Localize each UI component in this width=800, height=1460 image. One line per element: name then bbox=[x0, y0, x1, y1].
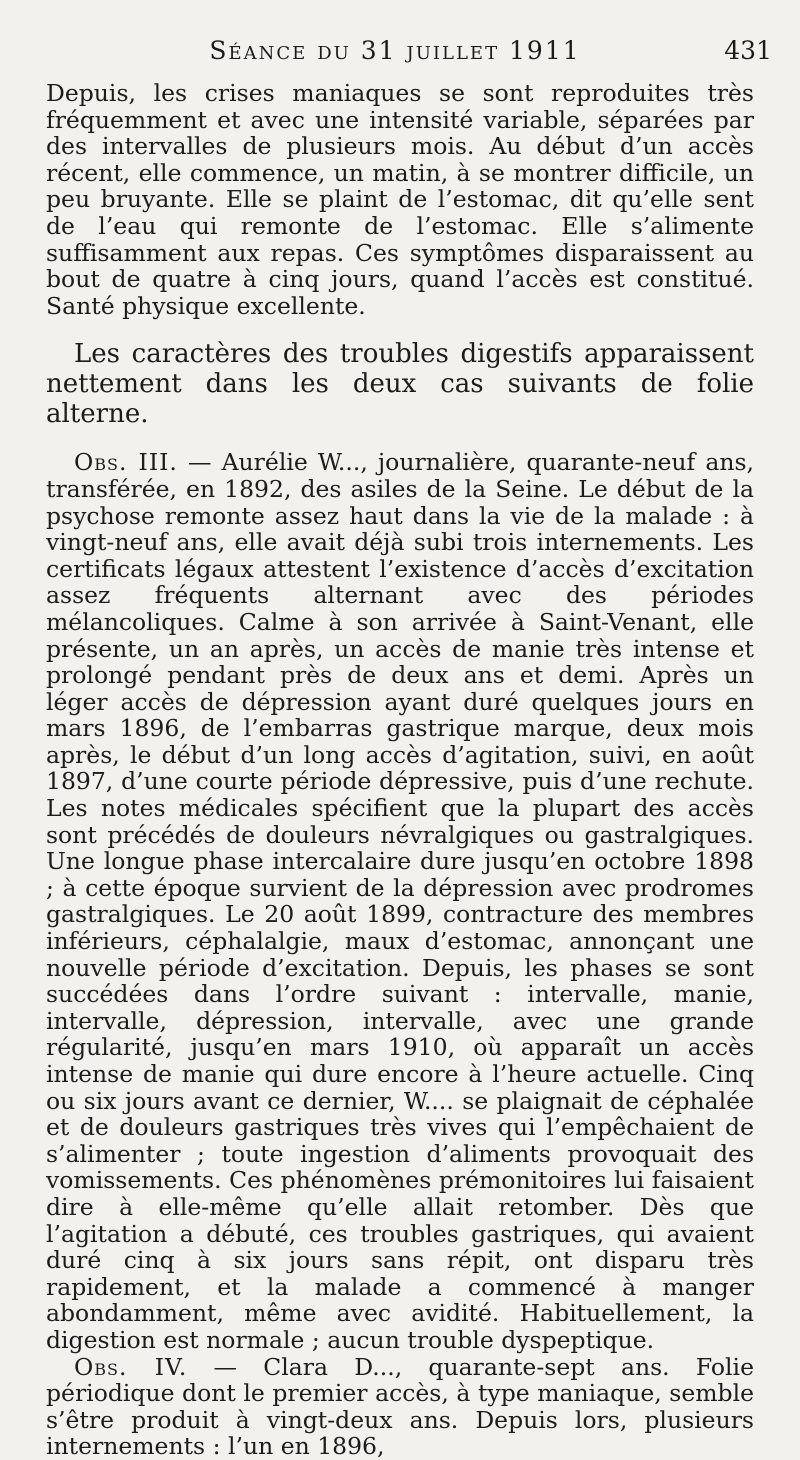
running-title: Séance du 31 juillet 1911 bbox=[209, 36, 581, 65]
paragraph-intro: Depuis, les crises maniaques se sont reproduites très fréquemment et avec une intensité variable, séparées par des intervalles de plusieurs mois. Au début d’un accès récent, elle commence, un matin, à se montrer difficile, un peu bruyante. Elle se plaint de l’estomac, dit qu’elle sent de l’eau qui remonte de l’estomac. Elle s’alimente suffisamment aux repas. Ces symptômes disparaissent au bout de quatre à cinq jours, quand l’accès est constitué. Santé physique excellente. bbox=[46, 79, 754, 320]
observation-4 bbox=[46, 1354, 754, 1460]
body-text bbox=[46, 80, 754, 1460]
observation-4-label: Obs. IV. bbox=[74, 1352, 188, 1381]
observation-3-text: — Aurélie W..., journalière, quarante-neuf ans, transférée, en 1892, des asiles de la Seine. Le début de la psychose remonte assez haut dans la vie de la malade : à vingt-neuf ans, elle avait déjà subi trois internements. Les certificats légaux attestent l’existence d’accès d’excitation assez fréquents alternant avec des périodes mélancoliques. Calme à son arrivée à Saint-Venant, elle présente, un an après, un accès de manie très intense et prolongé pendant près de deux ans et demi. Après un léger accès de dépression ayant duré quelques jours en mars 1896, de l’embarras gastrique marque, deux mois après, le début d’un long accès d’agitation, suivi, en août 1897, d’une courte période dépressive, puis d’une rechute. Les notes médicales spécifient que la plupart des accès sont précédés de douleurs névralgiques ou gastralgiques. Une longue phase intercalaire dure jusqu’en octobre 1898 ; à cette époque survient de la dépression avec prodromes gastralgiques. Le 20 août 1899, contracture des membres inférieurs, céphalalgie, maux d’estomac, annonçant une nouvelle période d’excitation. Depuis, les phases se sont succédées dans l’ordre suivant : intervalle, manie, intervalle, dépression, intervalle, avec une grande régularité, jusqu’en mars 1910, où apparaît un accès intense de manie qui dure encore à l’heure actuelle. Cinq ou six jours avant ce dernier, W.... se plaignait de céphalée et de douleurs gastriques très vives qui l’empêchaient de s’alimenter ; toute ingestion d’aliments provoquait des vomissements. Ces phénomènes prémonitoires lui faisaient dire à elle-même qu’elle allait retomber. Dès que l’agitation a débuté, ces troubles gastriques, qui avaient duré cinq à six jours sans répit, ont disparu très rapidement, et la malade a commencé à manger abondamment, même avec avidité. Habituellement, la digestion est normale ; aucun trouble dyspeptique. bbox=[46, 448, 754, 1354]
paragraph-transition: Les caractères des troubles digestifs apparaissent nettement dans les deux cas suivants de folie alterne. bbox=[46, 339, 754, 430]
observation-3-label: Obs. III. bbox=[74, 448, 178, 477]
page-header bbox=[0, 36, 800, 76]
observation-4-text: — Clara D..., quarante-sept ans. Folie périodique dont le premier accès, à type maniaque, semble s’être produit à vingt-deux ans. Depuis lors, plusieurs internements : l’un en 1896, bbox=[46, 1352, 754, 1460]
observation-3 bbox=[46, 449, 754, 1353]
page-number: 431 bbox=[724, 36, 772, 65]
